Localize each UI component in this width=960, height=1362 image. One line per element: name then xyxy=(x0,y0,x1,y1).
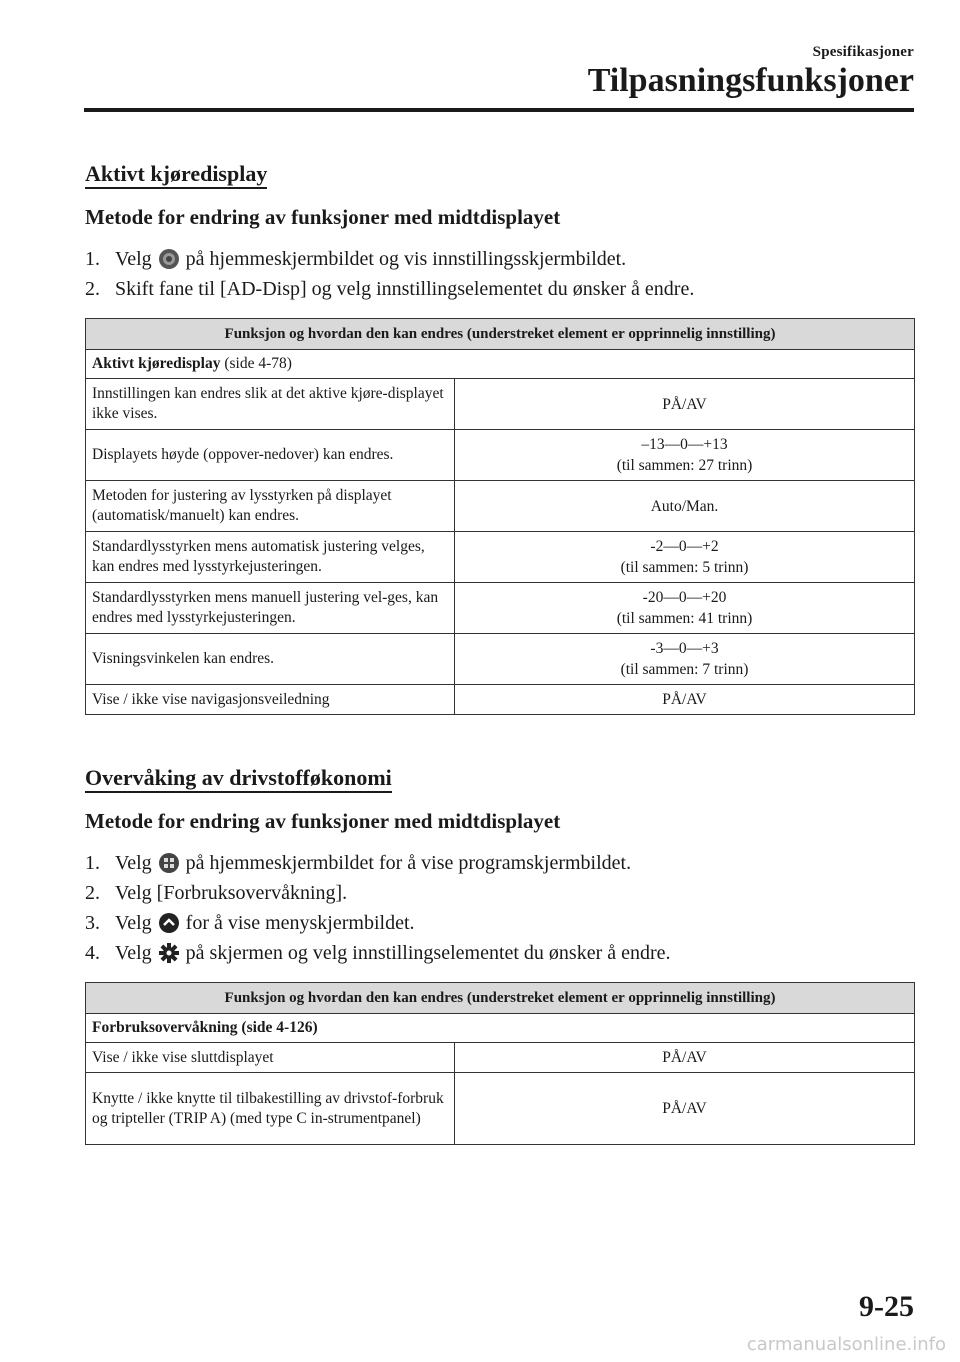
method-heading: Metode for endring av funksjoner med midtdisplayet xyxy=(85,809,561,833)
setting-note: (til sammen: 27 trinn) xyxy=(616,457,753,474)
settings-table xyxy=(85,982,915,1145)
setting-value: -3—0—+3 xyxy=(650,640,719,657)
table-row: Knytte / ikke knytte til tilbakestilling av drivstof-forbruk og tripteller (TRIP A) (med type C in-strumentpanel) PÅ/AV xyxy=(86,1073,915,1145)
method-heading: Metode for endring av funksjoner med midtdisplayet xyxy=(85,205,561,229)
setting-value: PÅ/AV xyxy=(662,1049,707,1066)
step-item: 3. Velg for å vise menyskjermbildet. xyxy=(85,912,415,934)
setting-note: (til sammen: 7 trinn) xyxy=(620,661,749,678)
setting-value: PÅ/AV xyxy=(662,691,707,708)
table-row: Visningsvinkelen kan endres. -3—0—+3 (til sammen: 7 trinn) xyxy=(86,634,915,685)
table-row: Innstillingen kan endres slik at det aktive kjøre-displayet ikke vises. PÅ/AV xyxy=(86,379,915,430)
setting-value: Auto/Man. xyxy=(650,497,719,515)
running-header xyxy=(588,44,914,99)
watermark: carmanualsonline.info xyxy=(746,1334,946,1355)
settings-table xyxy=(85,318,915,715)
setting-value: PÅ/AV xyxy=(662,1100,707,1117)
setting-note: (til sammen: 5 trinn) xyxy=(620,559,749,576)
gear-icon xyxy=(158,942,180,964)
table-row: Vise / ikke vise navigasjonsveiledning PÅ/AV xyxy=(86,685,915,715)
table-row: Standardlysstyrken mens automatisk justering velges, kan endres med lysstyrkejusteringen. -2—0—+2 (til sammen: 5 trinn) xyxy=(86,532,915,583)
table-row: Standardlysstyrken mens manuell justering vel-ges, kan endres med lysstyrkejusteringen. -20—0—+20 (til sammen: 41 trinn) xyxy=(86,583,915,634)
table-row: Displayets høyde (oppover-nedover) kan endres. –13—0—+13 (til sammen: 27 trinn) xyxy=(86,430,915,481)
apps-icon xyxy=(158,852,180,874)
setting-value: -20—0—+20 xyxy=(642,589,727,606)
header-rule xyxy=(84,108,914,112)
table-header: Funksjon og hvordan den kan endres (understreket element er opprinnelig innstilling) xyxy=(86,983,915,1014)
chapter-label: Spesifikasjoner xyxy=(812,44,914,60)
step-item: 4. Velg på skjermen og velg innstillingselementet du ønsker å endre. xyxy=(85,942,671,964)
table-header: Funksjon og hvordan den kan endres (understreket element er opprinnelig innstilling) xyxy=(86,319,915,350)
section-title: Overvåking av drivstofføkonomi xyxy=(85,766,392,793)
setting-note: (til sammen: 41 trinn) xyxy=(616,610,753,627)
step-list xyxy=(85,848,915,968)
settings-circle-icon xyxy=(158,248,180,270)
step-item: 1. Velg på hjemmeskjermbildet og vis innstillingsskjermbildet. xyxy=(85,248,627,270)
step-list xyxy=(85,244,915,304)
page-title: Tilpasningsfunksjoner xyxy=(587,62,914,99)
table-group-row: Forbruksovervåkning (side 4-126) xyxy=(86,1014,915,1043)
section-active-driving-display xyxy=(85,162,915,715)
section-title: Aktivt kjøredisplay xyxy=(85,162,267,189)
section-fuel-economy-monitor xyxy=(85,766,915,1145)
step-item: 2. Skift fane til [AD-Disp] og velg innstillingselementet du ønsker å endre. xyxy=(85,278,695,300)
setting-value: PÅ/AV xyxy=(662,395,707,413)
page-number: 9-25 xyxy=(859,1290,914,1323)
table-group-row: Aktivt kjøredisplay (side 4-78) xyxy=(86,350,915,379)
table-row: Metoden for justering av lysstyrken på displayet (automatisk/manuelt) kan endres. Auto/Man. xyxy=(86,481,915,532)
step-item: 1. Velg på hjemmeskjermbildet for å vise programskjermbildet. xyxy=(85,852,632,874)
setting-value: -2—0—+2 xyxy=(650,538,719,555)
table-row: Vise / ikke vise sluttdisplayet PÅ/AV xyxy=(86,1043,915,1073)
step-item: 2. Velg [Forbruksovervåkning]. xyxy=(85,882,348,904)
setting-value: –13—0—+13 xyxy=(641,436,728,453)
chevron-up-icon xyxy=(158,912,180,934)
